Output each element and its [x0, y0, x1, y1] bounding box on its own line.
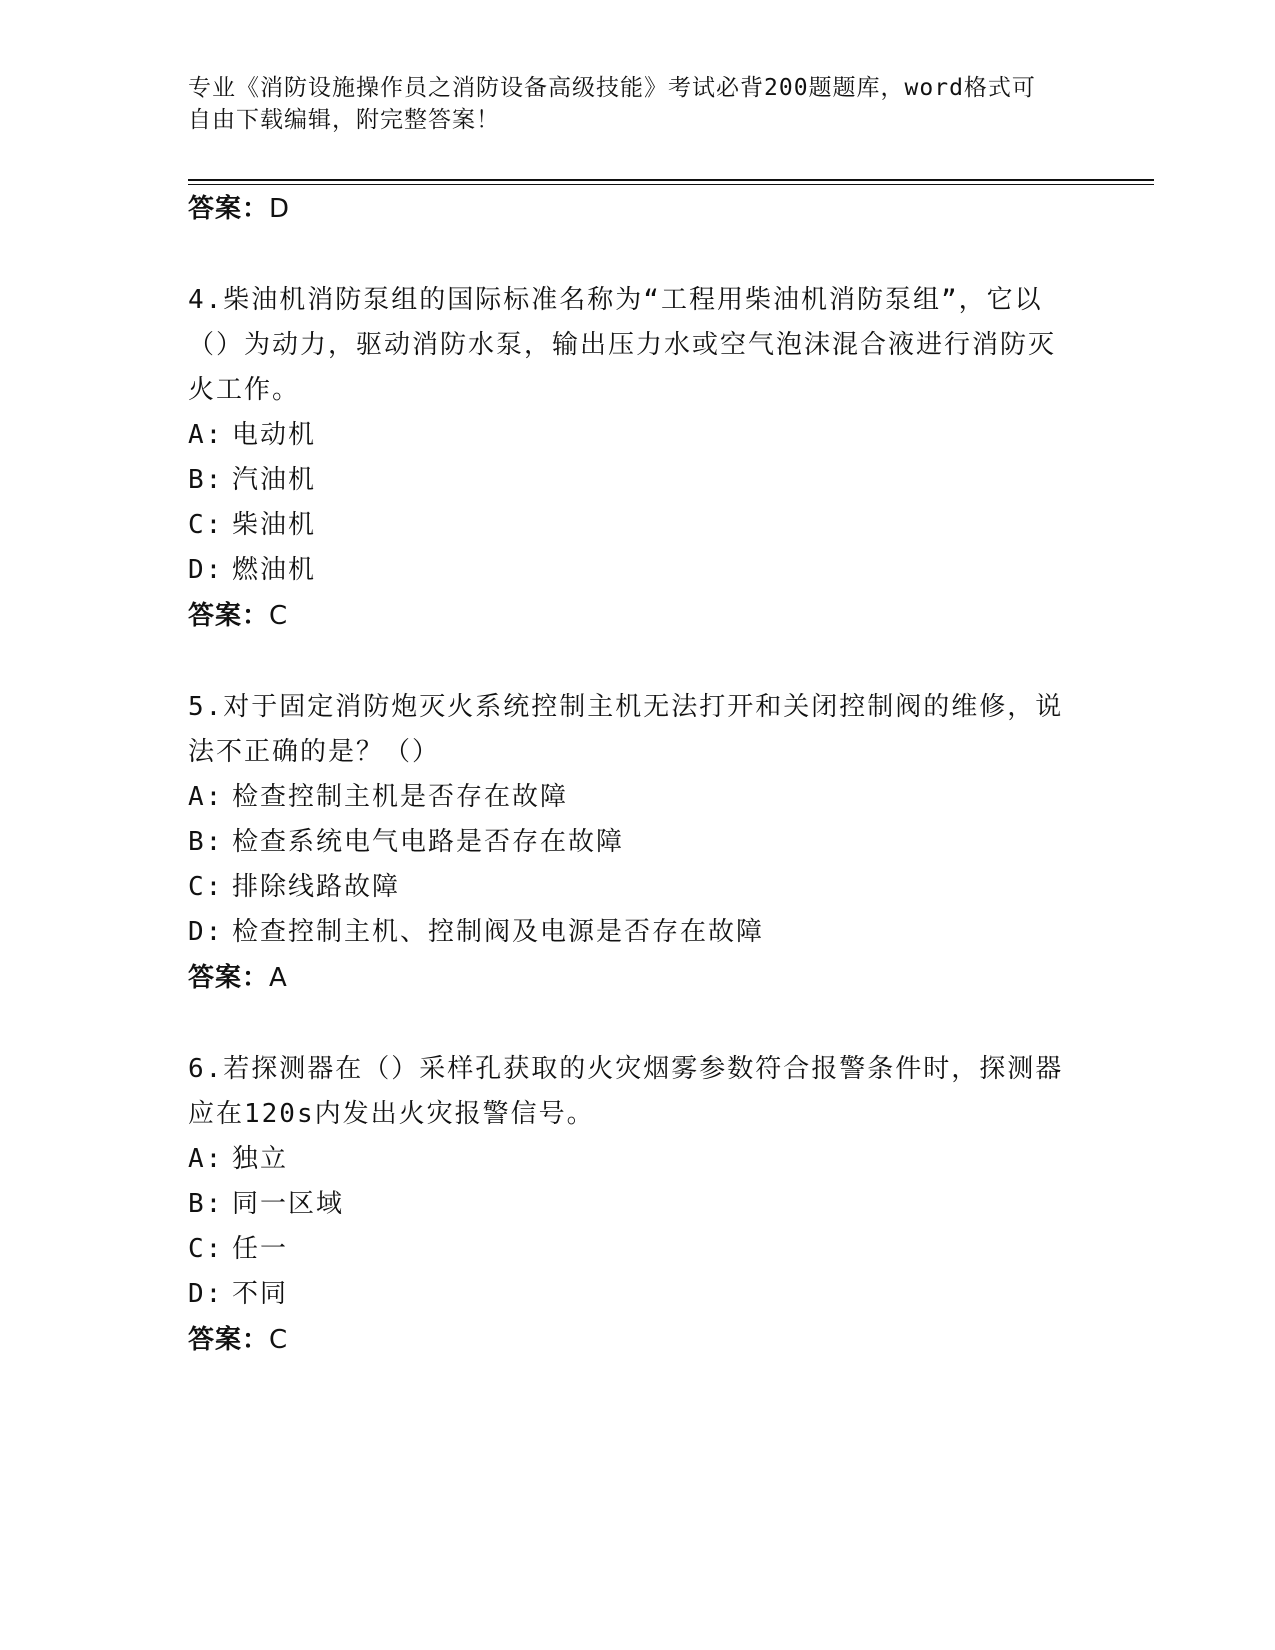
answer-label: 答案： — [188, 1325, 270, 1355]
question-answer — [188, 1317, 1068, 1363]
option-text: 同一区域 — [232, 1189, 345, 1219]
header-text-line-2: 自由下载编辑，附完整答案！ — [188, 107, 500, 133]
question-block — [188, 685, 1068, 1001]
answer-value: C — [269, 601, 289, 631]
option-a — [188, 1137, 1068, 1182]
answer-value: A — [269, 963, 288, 993]
option-text: 独立 — [232, 1144, 289, 1174]
answer-value: C — [269, 1325, 289, 1355]
option-letter: C: — [188, 510, 224, 540]
option-letter: B: — [188, 827, 224, 857]
option-text: 不同 — [232, 1279, 289, 1309]
question-block — [188, 1047, 1068, 1363]
option-d — [188, 910, 1068, 955]
option-c — [188, 865, 1068, 910]
option-a — [188, 775, 1068, 820]
option-text: 电动机 — [232, 420, 317, 450]
option-text: 柴油机 — [232, 510, 317, 540]
option-d — [188, 548, 1068, 593]
answer-label: 答案： — [188, 194, 270, 224]
option-letter: D: — [188, 917, 224, 947]
option-b — [188, 458, 1068, 503]
answer-label: 答案： — [188, 601, 270, 631]
option-letter: B: — [188, 465, 224, 495]
answer-value: D — [269, 194, 291, 224]
question-stem: 5.对于固定消防炮灭火系统控制主机无法打开和关闭控制阀的维修，说法不正确的是？（） — [188, 692, 1064, 767]
header-text-line-1: 专业《消防设施操作员之消防设备高级技能》考试必背200题题库，word格式可 — [188, 75, 1036, 101]
question-stem: 4.柴油机消防泵组的国际标准名称为“工程用柴油机消防泵组”，它以（）为动力，驱动消防水泵，输出压力水或空气泡沫混合液进行消防灭火工作。 — [188, 285, 1057, 405]
question-block — [188, 278, 1068, 639]
previous-answer — [188, 186, 1068, 232]
option-b — [188, 1182, 1068, 1227]
option-b — [188, 820, 1068, 865]
option-letter: A: — [188, 782, 224, 812]
option-a — [188, 413, 1068, 458]
option-text: 排除线路故障 — [232, 872, 401, 902]
option-text: 检查控制主机是否存在故障 — [232, 782, 569, 812]
option-letter: B: — [188, 1189, 224, 1219]
option-letter: D: — [188, 1279, 224, 1309]
header-divider-thin — [188, 184, 1154, 185]
page-header — [188, 72, 1068, 136]
option-text: 任一 — [232, 1234, 289, 1264]
option-letter: C: — [188, 1234, 224, 1264]
option-text: 检查控制主机、控制阀及电源是否存在故障 — [232, 917, 765, 947]
option-c — [188, 503, 1068, 548]
option-letter: D: — [188, 555, 224, 585]
answer-label: 答案： — [188, 963, 270, 993]
option-text: 检查系统电气电路是否存在故障 — [232, 827, 625, 857]
option-text: 燃油机 — [232, 555, 317, 585]
option-text: 汽油机 — [232, 465, 317, 495]
question-stem: 6.若探测器在（）采样孔获取的火灾烟雾参数符合报警条件时，探测器应在120s内发出火灾报警信号。 — [188, 1054, 1064, 1129]
option-letter: A: — [188, 420, 224, 450]
question-answer — [188, 955, 1068, 1001]
question-answer — [188, 593, 1068, 639]
option-letter: A: — [188, 1144, 224, 1174]
document-body — [188, 186, 1068, 1363]
option-d — [188, 1272, 1068, 1317]
header-divider-thick — [188, 179, 1154, 181]
option-letter: C: — [188, 872, 224, 902]
option-c — [188, 1227, 1068, 1272]
